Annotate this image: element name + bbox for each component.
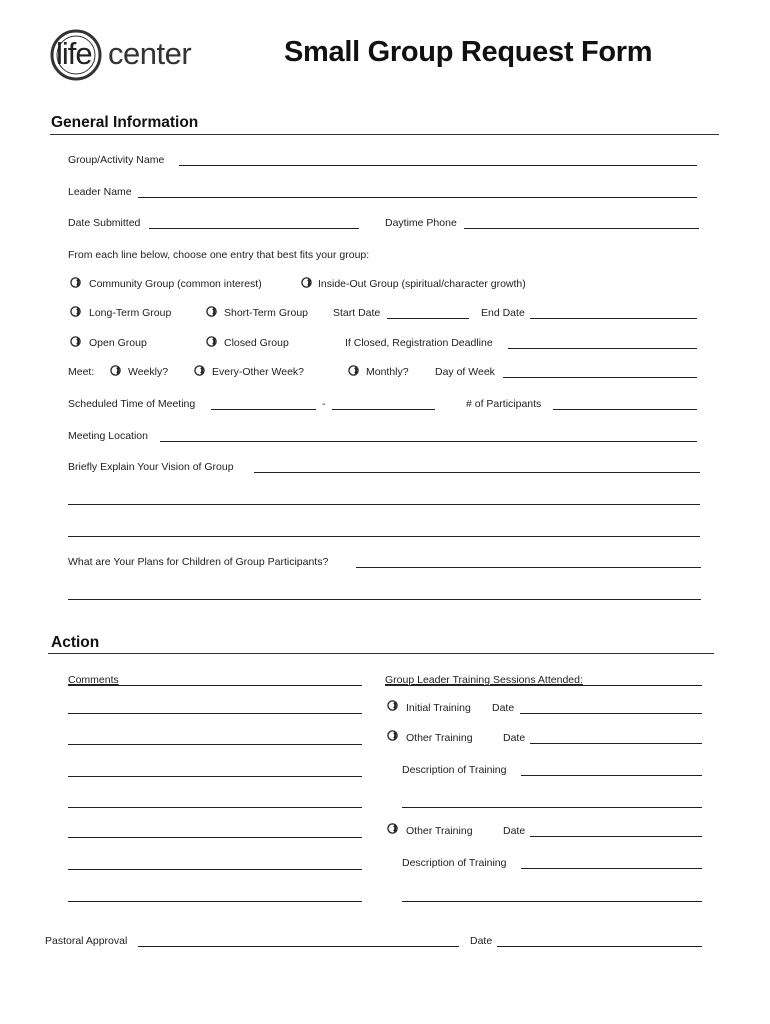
scheduled-time-end-field[interactable] [332, 409, 435, 410]
other-training-label-1: Other Training [406, 732, 473, 744]
comments-line-1[interactable] [68, 685, 362, 686]
other-training-checkbox-2[interactable] [387, 823, 398, 834]
meet-label: Meet: [68, 366, 95, 378]
open-group-checkbox[interactable] [70, 336, 81, 347]
meeting-location-label: Meeting Location [68, 430, 148, 442]
participants-label: # of Participants [466, 398, 542, 410]
description-of-training-label-1: Description of Training [402, 764, 507, 776]
scheduled-time-label: Scheduled Time of Meeting [68, 398, 196, 410]
inside-out-group-checkbox[interactable] [301, 277, 312, 288]
meeting-location-field[interactable] [160, 441, 697, 442]
group-name-field[interactable] [179, 165, 697, 166]
open-group-label: Open Group [89, 337, 147, 349]
training-sessions-label: Group Leader Training Sessions Attended: [385, 674, 583, 686]
comments-line-3[interactable] [68, 744, 362, 745]
vision-field-line-2[interactable] [68, 504, 700, 505]
start-date-label: Start Date [333, 307, 381, 319]
comments-line-2[interactable] [68, 713, 362, 714]
comments-line-4[interactable] [68, 776, 362, 777]
action-divider [48, 653, 714, 654]
section-action: Action [51, 634, 100, 651]
date-submitted-label: Date Submitted [68, 217, 141, 229]
registration-deadline-label: If Closed, Registration Deadline [345, 337, 493, 349]
end-date-field[interactable] [530, 318, 697, 319]
comments-label: Comments [68, 674, 119, 686]
form-title: Small Group Request Form [284, 36, 653, 68]
description-of-training-label-2: Description of Training [402, 857, 507, 869]
day-of-week-field[interactable] [503, 377, 697, 378]
other-training-date-label-1: Date [503, 732, 526, 744]
long-term-group-checkbox[interactable] [70, 306, 81, 317]
vision-label: Briefly Explain Your Vision of Group [68, 461, 234, 473]
daytime-phone-label: Daytime Phone [385, 217, 457, 229]
daytime-phone-field[interactable] [464, 228, 699, 229]
date-submitted-field[interactable] [149, 228, 359, 229]
vision-field[interactable] [254, 472, 700, 473]
short-term-group-label: Short-Term Group [224, 307, 309, 319]
comments-line-8[interactable] [68, 901, 362, 902]
description-of-training-field-2[interactable] [521, 868, 702, 869]
weekly-checkbox[interactable] [110, 365, 121, 376]
long-term-group-label: Long-Term Group [89, 307, 172, 319]
monthly-checkbox[interactable] [348, 365, 359, 376]
approval-date-field[interactable] [497, 946, 702, 947]
community-group-checkbox[interactable] [70, 277, 81, 288]
start-date-field[interactable] [387, 318, 469, 319]
initial-training-checkbox[interactable] [387, 700, 398, 711]
children-plans-field[interactable] [356, 567, 701, 568]
pastoral-approval-label: Pastoral Approval [45, 935, 128, 947]
vision-field-line-3[interactable] [68, 536, 700, 537]
instructions-text: From each line below, choose one entry that best fits your group: [68, 249, 370, 261]
comments-line-5[interactable] [68, 807, 362, 808]
group-name-label: Group/Activity Name [68, 154, 165, 166]
initial-training-date-label: Date [492, 702, 515, 714]
initial-training-date-field[interactable] [520, 713, 702, 714]
registration-deadline-field[interactable] [508, 348, 697, 349]
participants-field[interactable] [553, 409, 697, 410]
every-other-week-label: Every-Other Week? [212, 366, 305, 378]
leader-name-label: Leader Name [68, 186, 132, 198]
approval-date-label: Date [470, 935, 493, 947]
other-training-date-field-1[interactable] [530, 743, 702, 744]
closed-group-checkbox[interactable] [206, 336, 217, 347]
community-group-label: Community Group (common interest) [89, 278, 262, 290]
time-separator: - [322, 398, 326, 410]
weekly-label: Weekly? [128, 366, 169, 378]
pastoral-approval-field[interactable] [138, 946, 459, 947]
logo-text-center: center [108, 36, 192, 71]
comments-line-7[interactable] [68, 869, 362, 870]
inside-out-group-label: Inside-Out Group (spiritual/character growth) [318, 278, 526, 290]
section-general-information: General Information [51, 114, 199, 131]
logo-text-life: life [56, 36, 92, 71]
section-divider [50, 134, 719, 135]
day-of-week-label: Day of Week [435, 366, 495, 378]
short-term-group-checkbox[interactable] [206, 306, 217, 317]
closed-group-label: Closed Group [224, 337, 289, 349]
description-of-training-field-1b[interactable] [402, 807, 702, 808]
monthly-label: Monthly? [366, 366, 409, 378]
other-training-date-field-2[interactable] [530, 836, 702, 837]
other-training-date-label-2: Date [503, 825, 526, 837]
children-plans-label: What are Your Plans for Children of Group Participants? [68, 556, 329, 568]
description-of-training-field-2b[interactable] [402, 901, 702, 902]
description-of-training-field-1[interactable] [521, 775, 702, 776]
end-date-label: End Date [481, 307, 525, 319]
lifecenter-logo [50, 28, 210, 84]
other-training-label-2: Other Training [406, 825, 473, 837]
other-training-checkbox-1[interactable] [387, 730, 398, 741]
leader-name-field[interactable] [138, 197, 697, 198]
every-other-week-checkbox[interactable] [194, 365, 205, 376]
children-plans-field-line-2[interactable] [68, 599, 701, 600]
scheduled-time-start-field[interactable] [211, 409, 316, 410]
comments-line-6[interactable] [68, 837, 362, 838]
training-sessions-underline [385, 685, 702, 686]
initial-training-label: Initial Training [406, 702, 471, 714]
